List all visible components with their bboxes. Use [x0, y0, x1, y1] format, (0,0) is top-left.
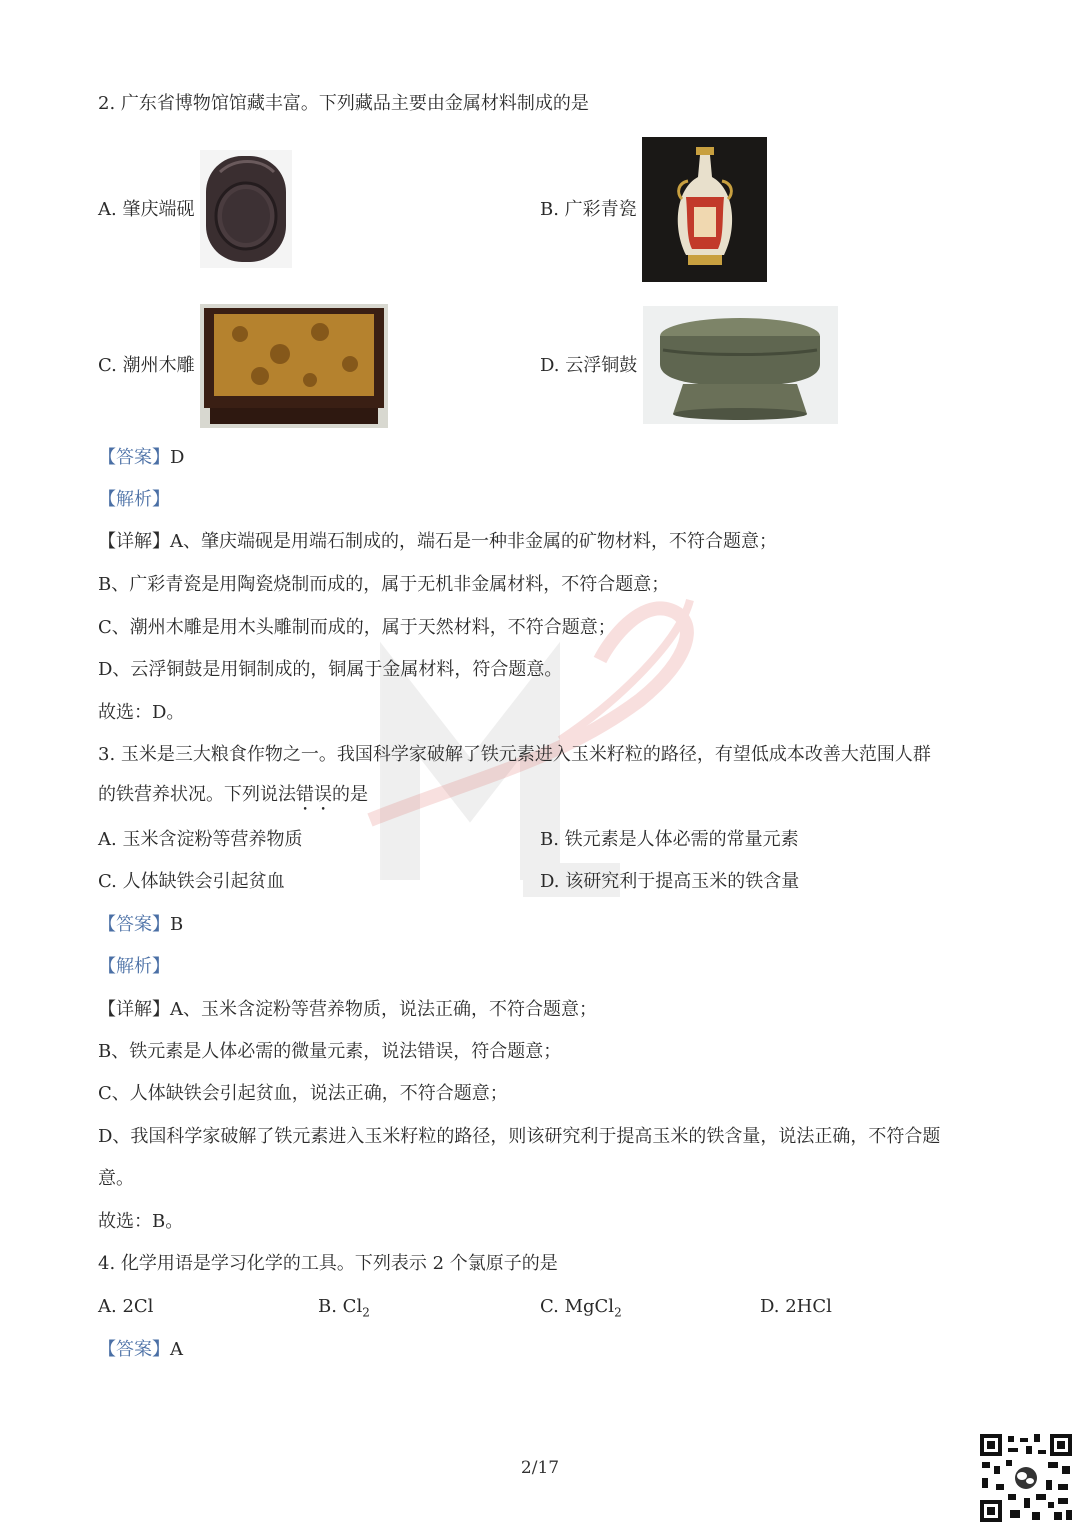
- page-number: 2/17: [520, 1458, 560, 1478]
- q3-detail-d-line2: 意。: [98, 1168, 134, 1189]
- stem-text-end: 的是: [332, 784, 368, 805]
- option-3a-label: A. 玉米含淀粉等营养物质: [98, 829, 303, 850]
- q2-detail-b: B、广彩青瓷是用陶瓷烧制而成的，属于无机非金属材料，不符合题意；: [98, 574, 670, 595]
- question-3-stem-line2: [98, 783, 368, 815]
- q3-detail-c: C、人体缺铁会引起贫血，说法正确，不符合题意；: [98, 1083, 508, 1104]
- q3-detail-b: B、铁元素是人体必需的微量元素，说法错误，符合题意；: [98, 1041, 562, 1062]
- answer-tag: 【答案】: [98, 1339, 170, 1360]
- analysis-tag: 【解析】: [98, 956, 170, 977]
- q3-detail-a: [98, 998, 597, 1022]
- detail-tag: 【详解】: [98, 999, 170, 1020]
- option-3b-label: B. 铁元素是人体必需的常量元素: [540, 829, 799, 850]
- stem-text: 的铁营养状况。下列说法: [98, 784, 296, 805]
- q2-answer: [98, 446, 184, 470]
- q2-detail-a: [98, 530, 777, 554]
- option-2b-label: B. 广彩青瓷: [540, 199, 637, 220]
- bronze-drum-image: [643, 306, 838, 424]
- qr-code-icon: [978, 1432, 1074, 1524]
- q3-choice: 故选：B。: [98, 1211, 184, 1232]
- detail-text: A、玉米含淀粉等营养物质，说法正确，不符合题意；: [170, 999, 597, 1020]
- option-4b-label: [318, 1295, 370, 1325]
- formula-subscript: 2: [614, 1305, 622, 1320]
- option-2a-label: A. 肇庆端砚: [98, 199, 195, 220]
- option-3d-label: D. 该研究利于提高玉米的铁含量: [540, 871, 800, 892]
- q2-choice: 故选：D。: [98, 702, 185, 723]
- answer-value: B: [170, 914, 184, 935]
- q4-answer: [98, 1338, 183, 1362]
- answer-value: A: [170, 1339, 183, 1360]
- option-3c-label: C. 人体缺铁会引起贫血: [98, 871, 285, 892]
- q3-answer: [98, 913, 183, 937]
- analysis-tag: 【解析】: [98, 489, 170, 510]
- emphasis-text: 错误: [296, 784, 332, 805]
- detail-text: A、肇庆端砚是用端石制成的，端石是一种非金属的矿物材料，不符合题意；: [170, 531, 777, 552]
- q2-detail-d: D、云浮铜鼓是用铜制成的，铜属于金属材料，符合题意。: [98, 659, 563, 680]
- option-4a-label: A. 2Cl: [98, 1296, 154, 1317]
- formula-subscript: 2: [362, 1305, 370, 1320]
- question-4-stem: 4. 化学用语是学习化学的工具。下列表示 2 个氯原子的是: [98, 1253, 558, 1274]
- inkstone-image: [200, 150, 292, 268]
- option-4d-label: D. 2HCl: [760, 1296, 832, 1317]
- detail-tag: 【详解】: [98, 531, 170, 552]
- option-2d-label: D. 云浮铜鼓: [540, 355, 638, 376]
- q3-detail-d-line1: D、我国科学家破解了铁元素进入玉米籽粒的路径，则该研究利于提高玉米的铁含量，说法正确，不符合题: [98, 1126, 941, 1147]
- answer-value: D: [170, 447, 185, 468]
- answer-tag: 【答案】: [98, 447, 170, 468]
- option-2c-label: C. 潮州木雕: [98, 355, 195, 376]
- q2-analysis-tag: [98, 488, 170, 512]
- formula-base: B. Cl: [318, 1296, 363, 1317]
- option-4c-label: [540, 1295, 622, 1325]
- formula-base: C. MgCl: [540, 1296, 615, 1317]
- vase-image: [642, 137, 767, 282]
- q3-analysis-tag: [98, 955, 170, 979]
- woodcarving-image: [200, 304, 388, 428]
- question-2-stem: 2. 广东省博物馆馆藏丰富。下列藏品主要由金属材料制成的是: [98, 93, 589, 114]
- answer-tag: 【答案】: [98, 914, 170, 935]
- q2-detail-c: C、潮州木雕是用木头雕制而成的，属于天然材料，不符合题意；: [98, 617, 616, 638]
- question-3-stem-line1: 3. 玉米是三大粮食作物之一。我国科学家破解了铁元素进入玉米籽粒的路径，有望低成本改善大范围人群: [98, 744, 931, 765]
